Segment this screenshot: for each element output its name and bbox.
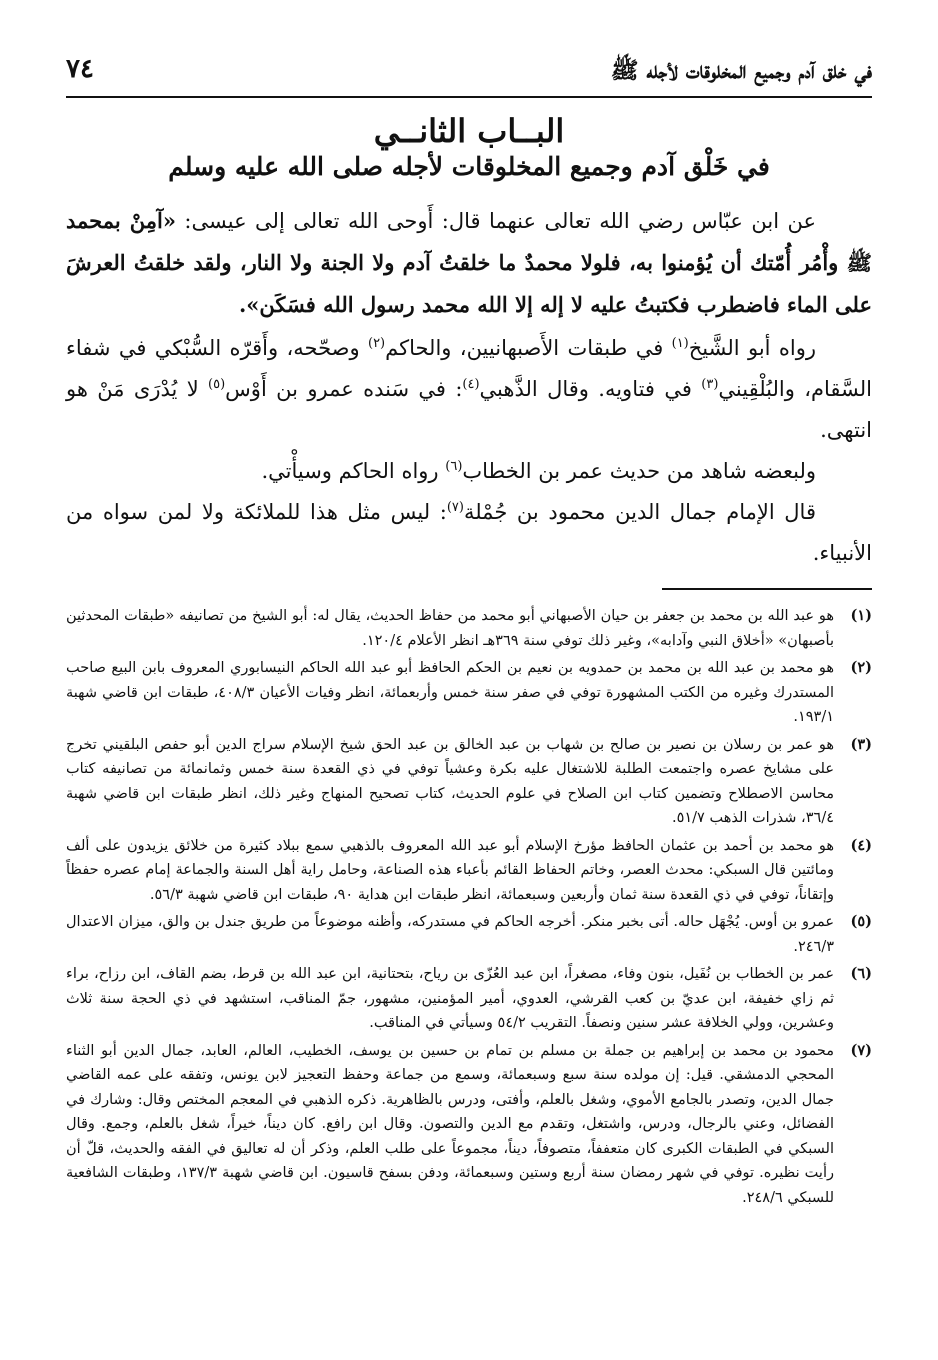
footnote-number: (٦) [850,965,872,982]
text-run: لا يُدْرَى مَنْ هو انتهى. [66,377,872,442]
footnote-number: (٢) [850,659,872,676]
footnote-text: هو عمر بن رسلان بن نصير بن صالح بن شهاب بن عبد الخالق بن عبد الحق شيخ الإسلام سراج الدين أبو حفص البلقيني تخرج على مشايخ عصره واجتمعت الطلبة للاشتغال عليه بكرة وعشياً توفي في ذي القعدة سنة خمس وثمانمائة من تصانيفه كتاب محاسن الاصطلاح وتضمين كتاب ابن الصلاح في علوم الحديث، كتاب تصحيح المنهاج وغير ذلك، انظر طبقات ابن قاضي شهبة ٣٦/٤، شذرات الذهب ٥١/٧. [66,736,834,826]
running-title: في خلق آدم وجميع المخلوقات لأجله ﷺ [610,57,872,84]
witness-paragraph [66,451,872,492]
footnote-number: (٤) [850,836,872,854]
text-run: رواه أبو الشَّيخ [688,336,816,360]
footnote-ref[interactable]: (٢) [367,336,386,351]
footnote-item [66,604,872,653]
footnote-item [66,962,872,1036]
main-text [66,200,872,574]
footnote-separator [662,588,872,590]
footnote-ref[interactable]: (١) [671,336,689,351]
text-run: رواه الحاكم وسيأْتي. [261,459,446,483]
takhrij-paragraph [66,328,872,451]
footnote-number: (٥) [850,913,872,930]
footnote-ref[interactable]: (٤) [462,377,480,392]
footnote-ref[interactable]: (٥) [208,377,226,392]
footnote-text: عمرو بن أوس. يُجْهَل حاله. أتى بخبر منكر. أخرجه الحاكم في مستدركه، وأظنه موضوعاً من طريق جندل بن والق، ميزان الاعتدال ٢٤٦/٣. [66,914,834,955]
footnote-item [66,834,872,908]
text-run: وصحّحه، وأَقرّه السُّبْكي في شفاء السَّقام، والبُلْقِيني [66,336,872,401]
footnote-item [66,656,872,730]
footnote-text: هو عبد الله بن محمد بن جعفر بن حيان الأصبهاني أبو محمد من حفاظ الحديث، يقال له: أبو الشيخ من تصانيفه «طبقات المحدثين بأصبهان» «أخلاق النبي وآدابه»، وغير ذلك توفي سنة ٣٦٩هـ انظر الأعلام ١٢٠/٤. [66,608,834,649]
text-run: في فتاويه. وقال الذَّهبي [479,377,702,401]
footnotes [66,604,872,1213]
running-header [66,50,872,98]
text-run: في طبقات الأَصبهانيين، والحاكم [385,336,672,360]
text-run: : ليس مثل هذا للملائكة ولا لمن سواه من الأنبياء. [66,500,872,565]
footnote-text: هو محمد بن عبد الله بن محمد بن حمدويه بن نعيم بن الحكم الحافظ أبو عبد الله الحاكم النيسابوري المعروف بابن البيع صاحب المستدرك وغيره من الكتب المشهورة توفي في صفر سنة خمس وأربعمائة، انظر وفيات الأعيان ٤٠٨/٣، طبقات ابن قاضي شهبة ١٩٣/١. [66,660,834,725]
text-run: ولبعضه شاهد من حديث عمر بن الخطاب [462,459,816,483]
text-run: قال الإمام جمال الدين محمود بن جُمْلة [463,500,816,524]
page-number: ٧٤ [66,54,94,84]
footnote-item [66,910,872,959]
footnote-text: محمود بن محمد بن إبراهيم بن جملة بن مسلم بن تمام بن حسين بن يوسف، الخطيب، العالم، العابد، جمال الدين أبو الثناء المحجي الدمشقي. قيل: إن مولده سنة سبع وسبعمائة، وسمع من جماعة وحفظ التعجيز لابن يونس، وتفقه على عمه القاضي جمال الدين، وتصدر بالجامع الأموي، وشغل بالعلم، وأفتى، ودرس بالظاهرية. ذكره الذهبي في المعجم المختص وقال: وشارك في الفضائل، وعني بالرجال، ودرس، واشتغل، وتقدم مع الدين والتصون. وقال ابن رافع. كان ديناً، خيراً، شغل بالعلم، وجمع. وقال السبكي في الطبقات الكبرى كان متعففاً، متصوفاً، ديناً، مجموعاً على طلب العلم، وذكر أن له تعاليق في الفقه والحديث، قلّ أن رأيت نظيره. توفي في شهر رمضان سنة أربع وستين وسبعمائة، ودفن بسفح قاسيون. ابن قاضي شهبة ١٣٧/٣، وطبقات الشافعية للسبكي ٢٤٨/٦. [66,1042,834,1206]
imam-quote-paragraph [66,492,872,574]
footnote-number: (٣) [850,735,872,753]
chapter-title: البــاب الثانــي [373,112,565,150]
text-run: : في سَنده عمرو بن أَوْس [225,377,463,401]
chapter-subtitle: في خَلْق آدم وجميع المخلوقات لأجله صلى الله عليه وسلم [168,152,770,181]
footnote-ref[interactable]: (٣) [701,377,719,392]
footnote-ref[interactable]: (٦) [445,459,463,474]
hadith-quote: «آمِنْ بمحمد ﷺ وأْمُر أُمّتك أن يُؤمنوا به، فلولا محمدٌ ما خلقتُ آدم ولا الجنة ولا النار، ولقد خلقتُ العرشَ على الماء فاضطرب فكتبتُ عليه لا إله إلا الله محمد رسول الله فسَكَن». [66,208,872,317]
footnote-number: (١) [850,607,872,624]
footnote-ref[interactable]: (٧) [446,500,464,515]
footnote-number: (٧) [850,1041,872,1059]
hadith-paragraph [66,200,872,326]
footnote-text: هو محمد بن أحمد بن عثمان الحافظ مؤرخ الإسلام أبو عبد الله المعروف بالذهبي سمع ببلاد كثيرة من خلائق يزيدون على ألف ومائتين قال السبكي: محدث العصر، وخاتم الحفاظ القائم بأعباء هذه الصناعة، وحامل راية أهل السنة والجماعة إمام عصره حفظاً وإتقاناً، توفي في ذي القعدة سنة ثمان وأربعين وسبعمائة، انظر طبقات ابن هداية ٩٠، طبقات ابن قاضي شهبة ٥٦/٣. [66,837,834,903]
hadith-intro: عن ابن عبّاس رضي الله تعالى عنهما قال: أَوحى الله تعالى إلى عيسى: [175,209,816,233]
footnote-text: عمر بن الخطاب بن نُفَيل، بنون وفاء، مصغراً، ابن عبد العُزّى بن رياح، بتحتانية، ابن عبد الله بن قرط، بضم القاف، ابن رزاح، براء ثم زاي خفيفة، ابن عديّ بن كعب القرشي، العدوي، أمير المؤمنين، مشهور، جمّ المناقب، استشهد في ذي الحجة سنة ثلاث وعشرين، وولي الخلافة عشر سنين ونصفاً. التقريب ٥٤/٢ وسيأتي في المناقب. [66,966,834,1031]
footnote-item [66,733,872,831]
footnote-item [66,1039,872,1211]
